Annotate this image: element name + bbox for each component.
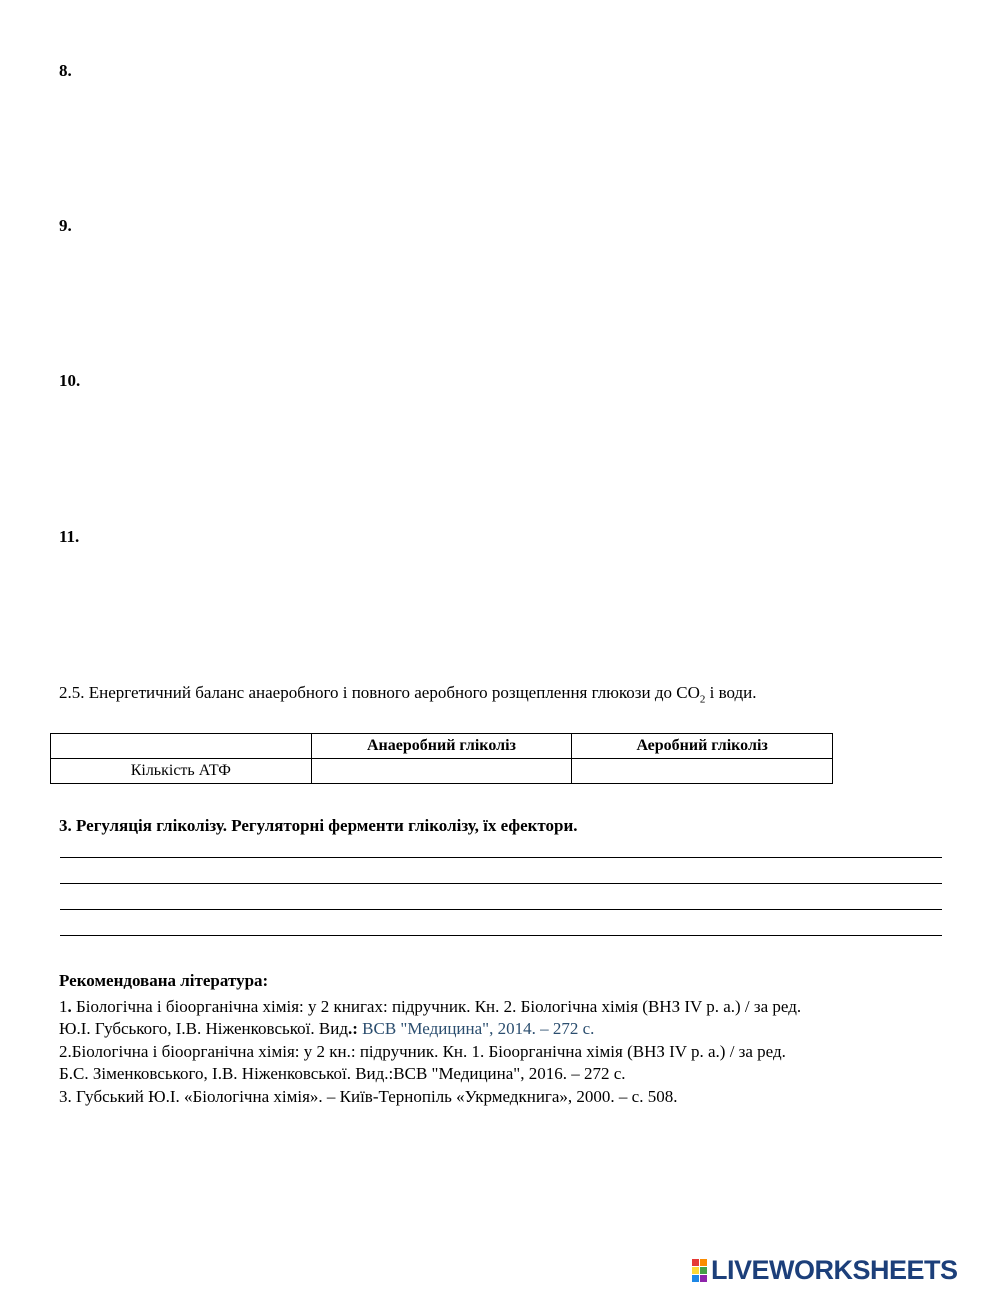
literature-title: Рекомендована література: xyxy=(59,971,269,990)
section-2-5-title xyxy=(59,680,757,712)
literature-item-1-dot: . xyxy=(67,997,72,1016)
literature-item-1-colon: .: xyxy=(347,1019,358,1038)
table-row-label-atp: Кількість АТФ xyxy=(51,759,312,784)
question-number-10: 10. xyxy=(59,371,81,390)
literature-item-1-line-1 xyxy=(59,996,959,1019)
logo-mark-icon xyxy=(692,1259,707,1282)
table-header-aerobic: Аеробний гліколіз xyxy=(572,734,833,759)
answer-cell-aerobic[interactable] xyxy=(572,759,833,784)
literature-item-2-line-1: 2.Біологічна і біоорганічна хімія: у 2 кн.: підручник. Кн. 1. Біоорганічна хімія (ВНЗ IV р. а.) / за ред. xyxy=(59,1042,786,1061)
section-2-5-text-end: і води. xyxy=(705,683,757,702)
logo-text: LIVEWORKSHEETS xyxy=(711,1254,958,1285)
energy-balance-table xyxy=(50,733,833,784)
question-number-9: 9. xyxy=(59,216,72,235)
literature-item-1-text: Біологічна і біоорганічна хімія: у 2 книгах: підручник. Кн. 2. Біологічна хімія (ВНЗ IV р. а.) / за ред. xyxy=(71,997,802,1016)
literature-item-1-number: 1 xyxy=(59,997,68,1016)
literature-item-1-line-2 xyxy=(59,1018,959,1041)
table-header-empty xyxy=(51,734,312,759)
question-number-11: 11. xyxy=(59,527,80,546)
literature-item-2-line-2: Б.С. Зіменковського, І.В. Ніженковської. Вид.:ВСВ "Медицина", 2016. – 272 с. xyxy=(59,1064,626,1083)
answer-cell-anaerobic[interactable] xyxy=(311,759,572,784)
section-3-title: 3. Регуляція гліколізу. Регуляторні ферменти гліколізу, їх ефектори. xyxy=(59,816,578,835)
answer-line[interactable] xyxy=(60,935,942,936)
table-header-row xyxy=(51,734,833,759)
table-row xyxy=(51,759,833,784)
literature-item-1-authors: Ю.І. Губського, І.В. Ніженковської. Вид xyxy=(59,1019,348,1038)
section-2-5-text: 2.5. Енергетичний баланс анаеробного і повного аеробного розщеплення глюкози до CO xyxy=(59,683,700,702)
table-header-anaerobic: Анаеробний гліколіз xyxy=(311,734,572,759)
liveworksheets-logo xyxy=(692,1252,958,1288)
question-number-8: 8. xyxy=(59,61,72,80)
co2-subscript: 2 xyxy=(699,693,706,706)
literature-item-1-publisher: ВСВ "Медицина", 2014. – 272 с. xyxy=(357,1019,595,1038)
literature-item-3: 3. Губський Ю.І. «Біологічна хімія». – Київ-Тернопіль «Укрмедкнига», 2000. – с. 508. xyxy=(59,1087,678,1106)
answer-line[interactable] xyxy=(60,857,942,858)
answer-line[interactable] xyxy=(60,883,942,884)
answer-line[interactable] xyxy=(60,909,942,910)
